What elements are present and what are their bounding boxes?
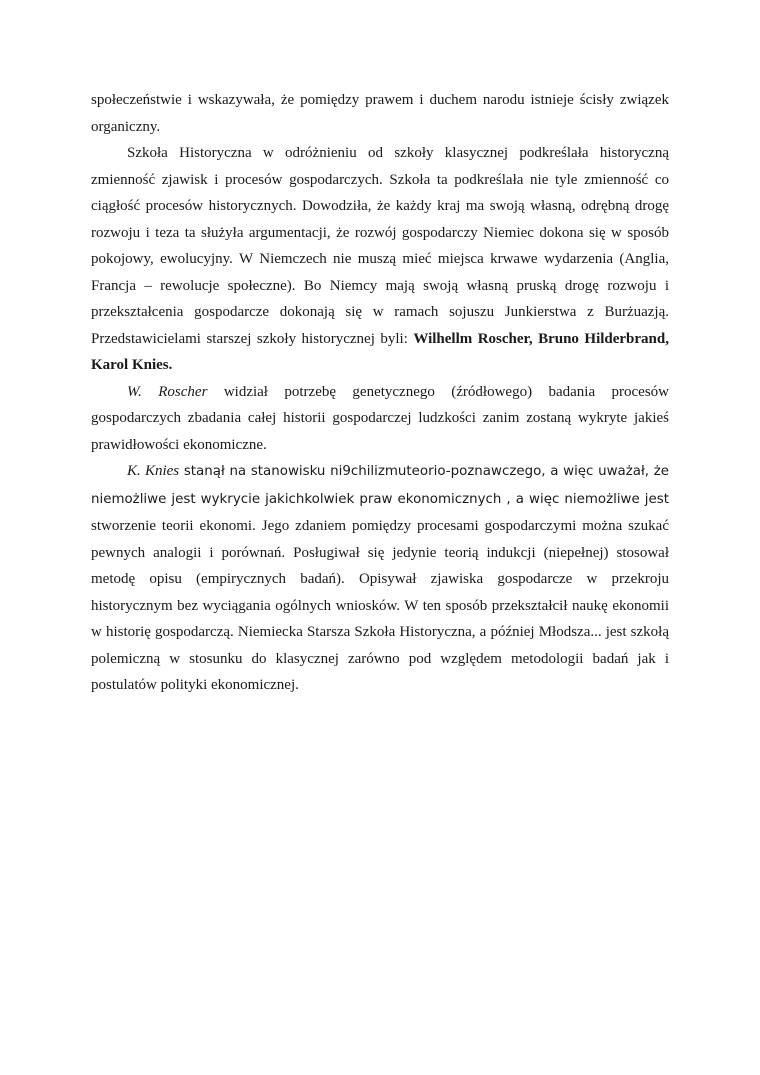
paragraph-1-text: społeczeństwie i wskazywała, że pomiędzy prawem i duchem narodu istnieje ścisły związek organiczny. (91, 92, 669, 135)
paragraph-4-text-b: stworzenie teorii ekonomi. Jego zdaniem pomiędzy procesami gospodarczymi można szukać pewnych analogii i porównań. Posługiwał się jedynie teorią indukcji (niepełnej) stosował metodę opisu (empirycznych badań). Opisywał zjawiska gospodarcze w przekroju historycznym bez wyciągania ogólnych wniosków. W ten sposób przekształcił naukę ekonomii w historię gospodarczą. Niemiecka Starsza Szkoła Historyczna, a później Młodsza... jest szkołą polemiczną w stosunku do klasycznej zarówno pod względem metodologii badań jak i postulatów polityki ekonomicznej. (91, 518, 669, 693)
paragraph-2 (91, 140, 669, 379)
knies-name: K. Knies (127, 463, 180, 479)
paragraph-3 (91, 379, 669, 459)
representatives-names: Wilhellm Roscher, Bruno Hilderbrand, Karol Knies. (91, 330, 669, 373)
paragraph-3-text: widział potrzebę genetycznego (źródłowego) badania procesów gospodarczych zbadania całej historii gospodarczej ludzkości zanim zostaną wykryte jakieś prawidłowości ekonomiczne. (91, 383, 669, 453)
paragraph-4 (91, 458, 669, 699)
paragraph-1 (91, 87, 669, 140)
document-page (91, 87, 669, 699)
paragraph-2-text: Szkoła Historyczna w odróżnieniu od szkoły klasycznej podkreślała historyczną zmienność zjawisk i procesów gospodarczych. Szkoła ta podkreślała nie tyle zmienność co ciągłość procesów historycznych. Dowodziła, że każdy kraj ma swoją własną, odrębną drogę rozwoju i teza ta służyła argumentacji, że rozwój gospodarczy Niemiec dokona się w sposób pokojowy, ewolucyjny. W Niemczech nie muszą mieć miejsca krwawe wydarzenia (Anglia, Francja – rewolucje społeczne). Bo Niemcy mają swoją własną pruską drogę rozwoju i przekształcenia gospodarcze dokonają się w ramach sojuszu Junkierstwa z Burżuazją. Przedstawicielami starszej szkoły historycznej byli: (91, 145, 669, 347)
roscher-name: W. Roscher (127, 383, 208, 400)
paragraph-4-text-a: stanął na stanowisku ni9chilizmuteorio-poznawczego, a więc uważał, że niemożliwe jest wykrycie jakichkolwiek praw ekonomicznych , a więc niemożliwe jest (91, 464, 669, 507)
